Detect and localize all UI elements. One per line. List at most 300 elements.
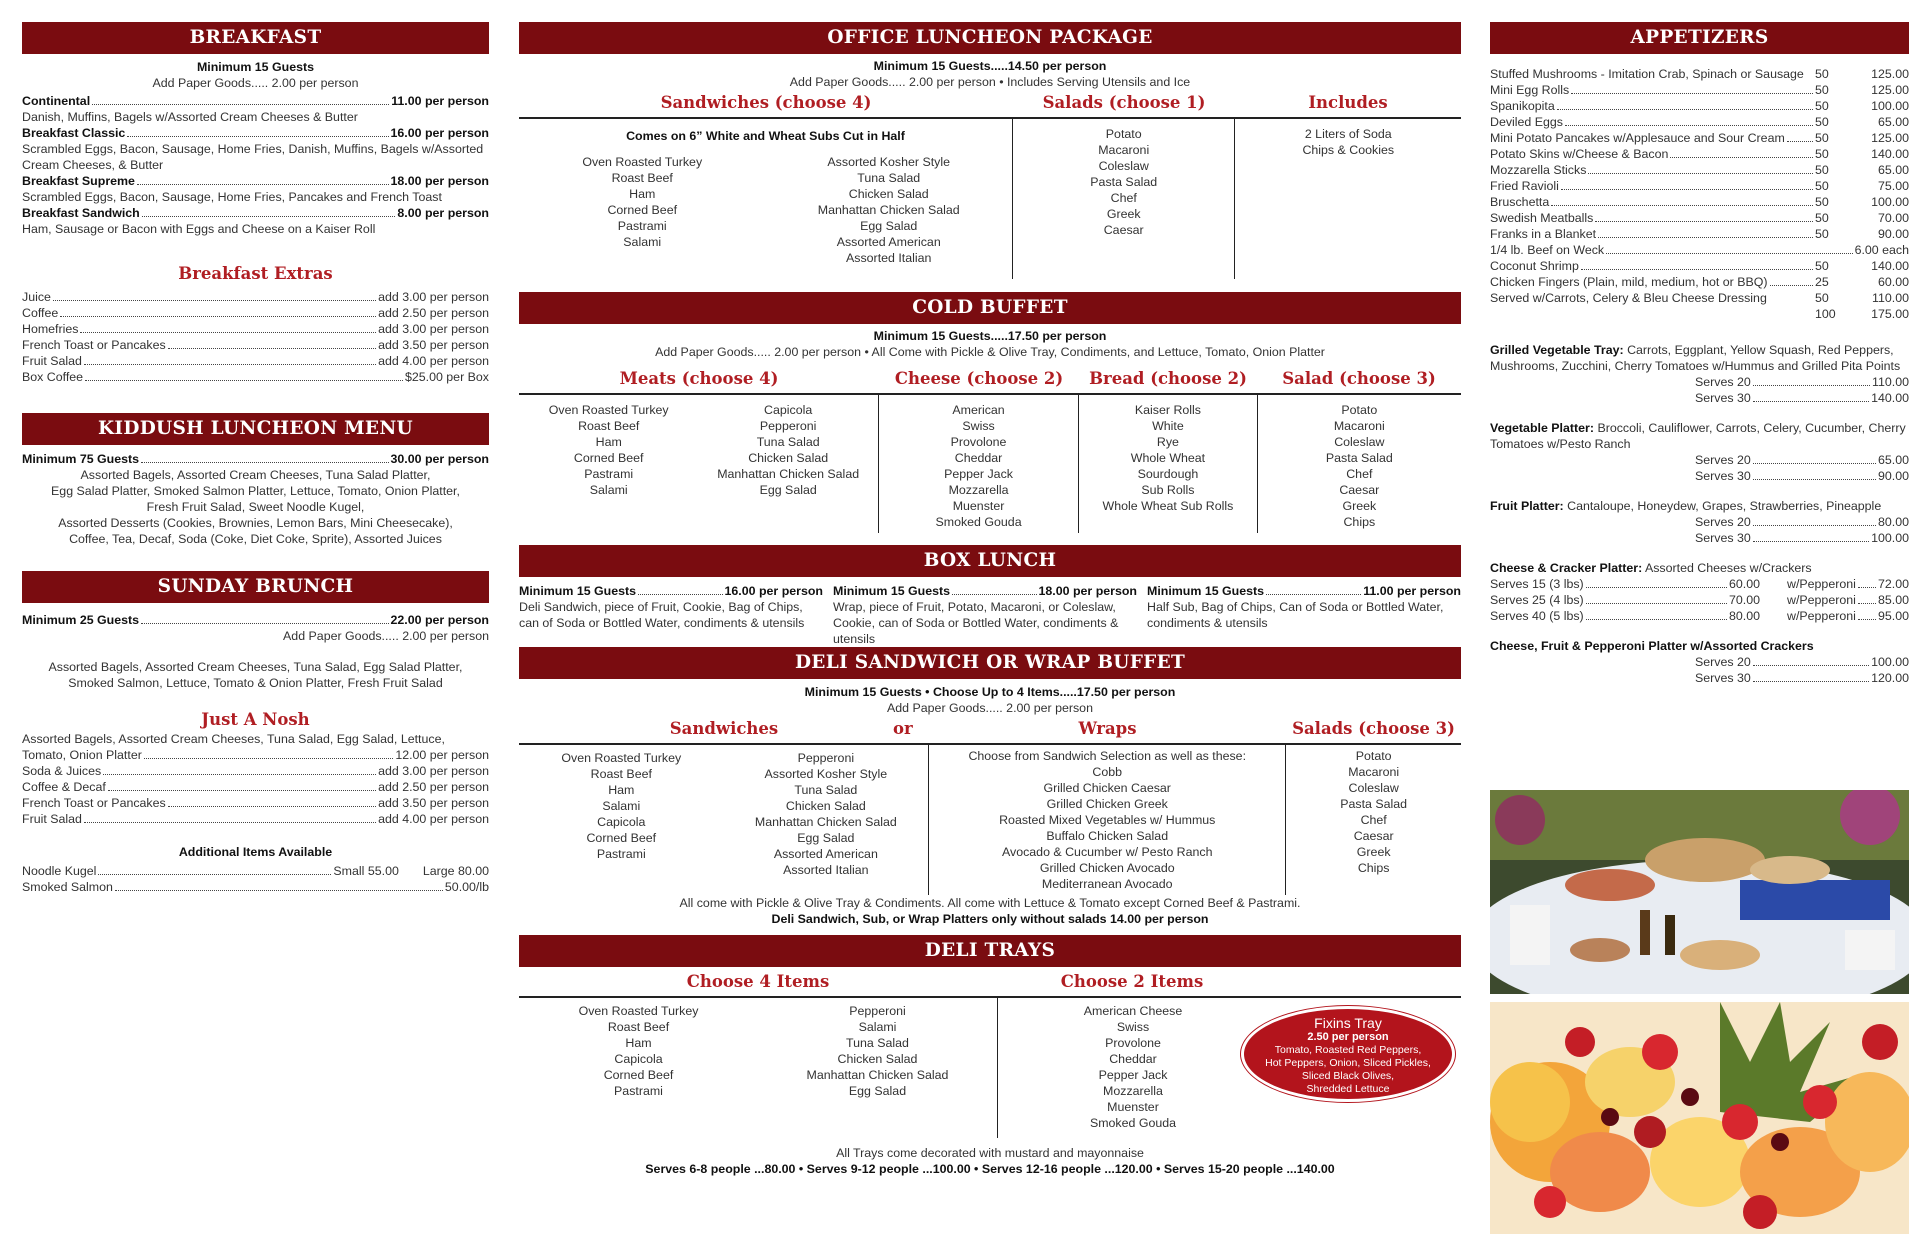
serves-label: Serves 20 (1695, 515, 1751, 529)
sandwich-item: Assorted American (773, 847, 878, 861)
appetizer-beef-on-weck-price: 6.00 each (1854, 243, 1909, 257)
appetizer-name: Mini Egg Rolls (1490, 83, 1570, 97)
right-column (1490, 22, 1909, 686)
nosh-first-line: Assorted Bagels, Assorted Cream Cheeses, Tuna Salad, Egg Salad, Lettuce, (22, 732, 445, 746)
salad-item: Greek (1106, 207, 1141, 221)
leader-dots (1606, 253, 1852, 254)
meat-item: Corned Beef (573, 451, 644, 465)
sandwich-item: Assorted American (836, 235, 941, 249)
platter-desc (1490, 420, 1909, 452)
kiddush-minimum-row (22, 451, 489, 467)
nosh-item (22, 763, 489, 779)
box-lunch-min-row (833, 583, 1137, 599)
extra-item (22, 305, 489, 321)
extra-item (22, 369, 489, 385)
serves-label: Serves 20 (1695, 375, 1751, 389)
cold-meat-list-1 (519, 402, 698, 533)
box-lunch-desc: Wrap, piece of Fruit, Potato, Macaroni, or Coleslaw, Cookie, can of Soda or Bottled Water, condiments & utensils (833, 600, 1119, 646)
cc-price: 80.00 (1728, 609, 1760, 623)
sandwich-item: Egg Salad (797, 831, 855, 845)
breakfast-item-desc: Scrambled Eggs, Bacon, Sausage, Home Fries, Pancakes and French Toast (22, 190, 442, 204)
serves-price: 110.00 (1872, 375, 1909, 389)
serves-label: Serves 30 (1695, 531, 1751, 545)
appetizer-name: Bruschetta (1490, 195, 1550, 209)
sandwich-item: Corned Beef (586, 831, 657, 845)
meat-item: Pepperoni (759, 419, 817, 433)
leader-dots (1565, 125, 1813, 126)
leader-dots (1753, 479, 1876, 480)
salad-item: Pasta Salad (1340, 797, 1408, 811)
cold-bread-heading: Bread (choose 2) (1089, 369, 1247, 388)
sandwich-item: Chicken Salad (848, 187, 929, 201)
box-lunch-header: BOX LUNCH (519, 545, 1461, 577)
cc-serves-label: Serves 25 (4 lbs) (1490, 593, 1584, 607)
deli-trays-header: DELI TRAYS (519, 935, 1461, 967)
cc-pep-price: 72.00 (1877, 577, 1909, 591)
cheese-item: Mozzarella (948, 483, 1009, 497)
meat-item: Oven Roasted Turkey (548, 403, 669, 417)
sandwich-item: Pepperoni (797, 751, 855, 765)
appetizer-name: Coconut Shrimp (1490, 259, 1579, 273)
sandwich-item: Roast Beef (590, 767, 652, 781)
box-lunch-min: Minimum 15 Guests (833, 584, 951, 598)
appetizer-item (1490, 226, 1909, 242)
salad-item: Potato (1355, 749, 1392, 763)
breakfast-extras-title: Breakfast Extras (178, 264, 333, 283)
nosh-item (22, 747, 489, 763)
box-lunch-min-row (519, 583, 823, 599)
deli-body (519, 745, 1461, 895)
cc-pepperoni (1787, 576, 1909, 592)
nosh-item-price: add 3.50 per person (378, 796, 489, 810)
extra-item (22, 353, 489, 369)
platter (1490, 498, 1909, 546)
sandwich-item: Salami (623, 235, 662, 249)
sandwich-item: Salami (602, 799, 641, 813)
extra-item (22, 321, 489, 337)
leader-dots (1598, 237, 1813, 238)
box-lunch-price: 18.00 per person (1038, 584, 1137, 598)
appetizer-item (1490, 274, 1909, 290)
appetizer-item (1490, 306, 1909, 322)
salad-item: Chips (1357, 861, 1390, 875)
box-lunch-option (519, 583, 833, 641)
nosh-list (22, 747, 489, 827)
fixins-price: 2.50 per person (1307, 1031, 1389, 1043)
sandwich-item: Corned Beef (607, 203, 678, 217)
sandwich-item: Chicken Salad (785, 799, 866, 813)
serves-price: 100.00 (1871, 655, 1909, 669)
platter-serves-row (1695, 468, 1909, 484)
leader-dots (1588, 173, 1813, 174)
brunch-minimum-row (22, 612, 489, 628)
box-lunch-desc: Half Sub, Bag of Chips, Can of Soda or Bottled Water, condiments & utensils (1147, 600, 1444, 630)
cheese-item: Smoked Gouda (935, 515, 1022, 529)
cheese-item: Swiss (962, 419, 995, 433)
cold-salad-list (1257, 395, 1461, 533)
wrap-item: Buffalo Chicken Salad (1046, 829, 1169, 843)
kugel-large: Large 80.00 (422, 864, 489, 878)
box-lunch-option (1147, 583, 1461, 641)
salad-item: Caesar (1103, 223, 1144, 237)
breakfast-item-price: 11.00 per person (391, 94, 489, 108)
tray-item: Salami (858, 1020, 897, 1034)
appetizer-price: 65.00 (1877, 163, 1909, 177)
cheese-fruit-pepperoni-platter (1490, 638, 1909, 686)
platter-serves-row (1695, 452, 1909, 468)
nosh-item-name: Fruit Salad (22, 812, 82, 826)
platter-serves-row (1695, 514, 1909, 530)
appetizer-qty: 50 (1815, 227, 1829, 241)
cheese-cracker-platter (1490, 560, 1909, 624)
tray-item: Pastrami (614, 1084, 663, 1098)
tray-item: Oven Roasted Turkey (578, 1004, 699, 1018)
appetizer-item (1490, 162, 1909, 178)
leader-dots (1586, 603, 1727, 604)
appetizer-name: Potato Skins w/Cheese & Bacon (1490, 147, 1669, 161)
kiddush-line: Assorted Bagels, Assorted Cream Cheeses, Tuna Salad Platter, (80, 468, 431, 482)
appetizer-price: 90.00 (1877, 227, 1909, 241)
deli-salads-heading: Salads (choose 3) (1292, 719, 1455, 738)
kiddush-description (22, 467, 489, 547)
middle-column (519, 22, 1461, 1177)
brunch-paper-goods: Add Paper Goods..... 2.00 per person (283, 629, 489, 643)
appetizer-price: 70.00 (1877, 211, 1909, 225)
office-sandwich-list-1 (519, 154, 765, 266)
leader-dots (84, 364, 376, 365)
appetizer-list (1490, 66, 1909, 258)
appetizer-name: Chicken Fingers (Plain, mild, medium, hot or BBQ) (1490, 275, 1768, 289)
extra-item-name: Fruit Salad (22, 354, 82, 368)
serves-price: 80.00 (1877, 515, 1909, 529)
leader-dots (1858, 587, 1876, 588)
deli-sandwich-list-1 (519, 750, 724, 895)
bread-item: Rye (1156, 435, 1179, 449)
meat-item: Tuna Salad (756, 435, 820, 449)
nosh-item-name: Soda & Juices (22, 764, 102, 778)
meat-item: Salami (589, 483, 628, 497)
office-sandwiches (519, 119, 1012, 279)
salad-item: Potato (1105, 127, 1142, 141)
breakfast-item-desc: Scrambled Eggs, Bacon, Sausage, Home Fries, Danish, Muffins, Bagels w/Assorted Cream Cheeses, & Butter (22, 142, 484, 172)
nosh-item-price: add 2.50 per person (378, 780, 489, 794)
cheese-cracker-row (1490, 592, 1909, 608)
include-item: Chips & Cookies (1302, 143, 1395, 157)
appetizer-name: Fried Ravioli (1490, 179, 1559, 193)
breakfast-item-name: Breakfast Sandwich (22, 206, 140, 220)
breakfast-item-price: 18.00 per person (390, 174, 489, 188)
salad-item: Coleslaw (1098, 159, 1149, 173)
leader-dots (84, 822, 376, 823)
cheese-item: Cheddar (954, 451, 1003, 465)
leader-dots (1595, 221, 1813, 222)
sandwich-item: Assorted Kosher Style (827, 155, 951, 169)
cheese-item: Pepper Jack (944, 467, 1013, 481)
extra-item-price: add 3.00 per person (378, 290, 489, 304)
platter-serves-row (1695, 530, 1909, 546)
wrap-item: Avocado & Cucumber w/ Pesto Ranch (1001, 845, 1213, 859)
tray-item: Cheddar (1109, 1052, 1157, 1066)
brunch-description (22, 659, 489, 691)
deli-note-2: Deli Sandwich, Sub, or Wrap Platters only without salads 14.00 per person (771, 912, 1209, 926)
appetizer-price: 175.00 (1871, 307, 1909, 321)
sandwich-item: Manhattan Chicken Salad (817, 203, 960, 217)
cold-body (519, 395, 1461, 533)
appetizer-beef-on-weck (1490, 242, 1909, 258)
deli-headings: Sandwiches or Wraps Salads (choose 3) (519, 718, 1461, 740)
deli-minimum: Minimum 15 Guests • Choose Up to 4 Items.....17.50 per person (804, 685, 1176, 699)
fixins-tray-badge (1241, 1006, 1455, 1102)
leader-dots (952, 594, 1036, 595)
platter-desc (1490, 560, 1909, 576)
cold-headings (519, 368, 1461, 390)
breakfast-item (22, 173, 489, 189)
platter-label: Vegetable Platter: (1490, 421, 1594, 435)
tray-item: Chicken Salad (837, 1052, 918, 1066)
kiddush-price: 30.00 per person (390, 452, 489, 466)
serves-label: Serves 30 (1695, 391, 1751, 405)
sandwich-item: Manhattan Chicken Salad (754, 815, 897, 829)
cc-serves (1490, 576, 1760, 592)
sandwich-item: Assorted Italian (783, 863, 869, 877)
salad-item: Pasta Salad (1090, 175, 1158, 189)
wrap-item: Roasted Mixed Vegetables w/ Hummus (999, 813, 1216, 827)
platter-label: Cheese & Cracker Platter: (1490, 561, 1643, 575)
appetizer-qty: 50 (1815, 147, 1829, 161)
box-lunch-price: 16.00 per person (724, 584, 823, 598)
extra-item (22, 289, 489, 305)
salmon-name: Smoked Salmon (22, 880, 113, 894)
tray-item: Tuna Salad (846, 1036, 909, 1050)
salad-item: Macaroni (1348, 765, 1400, 779)
office-sandwich-list-2 (765, 154, 1011, 266)
platters (1490, 342, 1909, 686)
appetizer-qty: 50 (1815, 179, 1829, 193)
cold-buffet-header: COLD BUFFET (519, 292, 1461, 324)
appetizer-beef-on-weck-name: 1/4 lb. Beef on Weck (1490, 243, 1605, 257)
leader-dots (1753, 541, 1869, 542)
platter (1490, 342, 1909, 406)
extra-item (22, 337, 489, 353)
meat-item: Egg Salad (759, 483, 817, 497)
serves-label: Serves 20 (1695, 453, 1751, 467)
office-salad-list (1012, 119, 1235, 279)
platter-items: Broccoli, Cauliflower, Carrots, Celery, Cucumber, Cherry Tomatoes w/Pesto Ranch (1490, 421, 1906, 451)
appetizer-price: 75.00 (1877, 179, 1909, 193)
salad-item: Chef (1346, 467, 1373, 481)
meat-item: Ham (595, 435, 622, 449)
cc-pep-price: 85.00 (1877, 593, 1909, 607)
cold-cheese-heading: Cheese (choose 2) (894, 369, 1064, 388)
salmon-price: 50.00/lb (444, 880, 489, 894)
platter-label: Fruit Platter: (1490, 499, 1564, 513)
appetizer-item (1490, 98, 1909, 114)
appetizer-qty: 50 (1815, 83, 1829, 97)
salad-item: Chef (1110, 191, 1137, 205)
trays-choose-2-heading: Choose 2 Items (1060, 972, 1204, 991)
deli-salad-list (1285, 745, 1461, 895)
leader-dots (53, 300, 376, 301)
serves-price: 65.00 (1877, 453, 1909, 467)
leader-dots (1586, 619, 1727, 620)
sandwich-item: Roast Beef (611, 171, 673, 185)
bread-item: Sub Rolls (1141, 483, 1195, 497)
box-lunch-min: Minimum 15 Guests (519, 584, 637, 598)
serves-price: 140.00 (1871, 391, 1909, 405)
appetizer-price: 125.00 (1871, 83, 1909, 97)
appetizer-item (1490, 290, 1909, 306)
kugel-small: Small 55.00 (333, 864, 399, 878)
deli-note-1: All come with Pickle & Olive Tray & Condiments. All come with Lettuce & Tomato except Corned Beef & Pastrami. (679, 896, 1301, 910)
cc-pep-label: w/Pepperoni (1787, 609, 1856, 623)
tray-item: American Cheese (1083, 1004, 1183, 1018)
leader-dots (1753, 681, 1869, 682)
deli-wraps-heading: Wraps (1078, 719, 1137, 738)
cold-meat-list-2 (698, 402, 877, 533)
nosh-item-price: add 4.00 per person (378, 812, 489, 826)
appetizer-list-2 (1490, 258, 1909, 322)
tray-item: Swiss (1116, 1020, 1150, 1034)
trays-serves: Serves 6-8 people ...80.00 • Serves 9-12 people ...100.00 • Serves 12-16 people ...120.00 • Serves 15-20 people ...140.00 (645, 1162, 1335, 1176)
leader-dots (103, 774, 376, 775)
sandwich-item: Ham (629, 187, 656, 201)
leader-dots (1753, 385, 1870, 386)
sandwich-item: Assorted Kosher Style (764, 767, 888, 781)
cc-serves-label: Serves 40 (5 lbs) (1490, 609, 1584, 623)
meat-item: Capicola (764, 403, 813, 417)
cheese-item: Provolone (950, 435, 1007, 449)
tray-item: Ham (625, 1036, 652, 1050)
appetizer-price: 100.00 (1871, 99, 1909, 113)
sandwich-item: Ham (608, 783, 635, 797)
salad-item: Macaroni (1098, 143, 1150, 157)
extra-item-name: Juice (22, 290, 51, 304)
extra-item-price: add 4.00 per person (378, 354, 489, 368)
tray-item: Smoked Gouda (1089, 1116, 1177, 1130)
left-column (22, 22, 489, 895)
brunch-minimum: Minimum 25 Guests (22, 613, 140, 627)
appetizer-item (1490, 66, 1909, 82)
leader-dots (168, 348, 376, 349)
appetizer-price: 100.00 (1871, 195, 1909, 209)
appetizer-name: Franks in a Blanket (1490, 227, 1597, 241)
wrap-item: Choose from Sandwich Selection as well as these: (968, 749, 1247, 763)
appetizer-qty: 25 (1815, 275, 1829, 289)
leader-dots (1581, 269, 1813, 270)
leader-dots (638, 594, 722, 595)
leader-dots (1557, 109, 1813, 110)
tray-item: Provolone (1105, 1036, 1161, 1050)
cheese-cracker-row (1490, 576, 1909, 592)
breakfast-item-price: 8.00 per person (397, 206, 489, 220)
nosh-item (22, 811, 489, 827)
leader-dots (1753, 665, 1869, 666)
trays-note: All Trays come decorated with mustard and mayonnaise (836, 1146, 1144, 1160)
leader-dots (92, 104, 389, 105)
leader-dots (1858, 603, 1876, 604)
kiddush-line: Coffee, Tea, Decaf, Soda (Coke, Diet Coke, Sprite), Assorted Juices (69, 532, 442, 546)
sandwich-item: Tuna Salad (857, 171, 921, 185)
tray-item: Capicola (614, 1052, 663, 1066)
kiddush-header: KIDDUSH LUNCHEON MENU (22, 413, 489, 445)
platter-serves-row (1695, 390, 1909, 406)
nosh-item (22, 795, 489, 811)
wrap-item: Grilled Chicken Greek (1046, 797, 1168, 811)
cc-price: 60.00 (1728, 577, 1760, 591)
leader-dots (1551, 205, 1813, 206)
leader-dots (80, 332, 376, 333)
deli-sandwich-list-2 (724, 750, 929, 895)
office-minimum: Minimum 15 Guests.....14.50 per person (873, 59, 1107, 73)
leader-dots (1561, 189, 1813, 190)
cc-pep-label: w/Pepperoni (1787, 577, 1856, 591)
leader-dots (1266, 594, 1361, 595)
cheese-cracker-row (1490, 608, 1909, 624)
tray-item: Roast Beef (607, 1020, 670, 1034)
appetizer-name: Deviled Eggs (1490, 115, 1564, 129)
salad-item: Caesar (1353, 829, 1394, 843)
nosh-item-price: add 3.00 per person (378, 764, 489, 778)
breakfast-paper-goods: Add Paper Goods..... 2.00 per person (152, 76, 359, 90)
salad-item: Caesar (1339, 483, 1380, 497)
appetizer-name: Mozzarella Sticks (1490, 163, 1587, 177)
sandwich-item: Capicola (597, 815, 646, 829)
additional-items-title: Additional Items Available (178, 845, 333, 859)
sandwich-item: Egg Salad (860, 219, 918, 233)
tray-item: Pepperoni (849, 1004, 906, 1018)
breakfast-extras-list (22, 289, 489, 385)
serves-price: 100.00 (1871, 531, 1909, 545)
sandwich-item: Tuna Salad (794, 783, 858, 797)
cold-salad-heading: Salad (choose 3) (1282, 369, 1436, 388)
cc-serves-label: Serves 15 (3 lbs) (1490, 577, 1584, 591)
salad-item: Pasta Salad (1325, 451, 1393, 465)
sandwich-item: Pastrami (596, 847, 646, 861)
leader-dots (1753, 463, 1876, 464)
meat-item: Roast Beef (578, 419, 640, 433)
just-a-nosh-title: Just A Nosh (201, 710, 310, 729)
appetizer-item (1490, 146, 1909, 162)
cc-pepperoni (1787, 592, 1909, 608)
breakfast-item-name: Continental (22, 94, 91, 108)
salad-item: Greek (1356, 845, 1391, 859)
office-headings (519, 92, 1461, 114)
office-body (519, 119, 1461, 279)
extra-item-price: $25.00 per Box (404, 370, 489, 384)
trays-body (519, 998, 1461, 1138)
appetizer-item (1490, 178, 1909, 194)
appetizer-qty: 50 (1815, 259, 1829, 273)
leader-dots (144, 758, 393, 759)
box-lunch-price: 11.00 per person (1363, 584, 1461, 598)
kiddush-line: Egg Salad Platter, Smoked Salmon Platter, Lettuce, Tomato, Onion Platter, (51, 484, 460, 498)
appetizer-name: Stuffed Mushrooms - Imitation Crab, Spinach or Sausage (1490, 67, 1804, 81)
office-paper-goods: Add Paper Goods..... 2.00 per person • Includes Serving Utensils and Ice (789, 75, 1191, 89)
nosh-item-name: Tomato, Onion Platter (22, 748, 142, 762)
appetizer-name: Mini Potato Pancakes w/Applesauce and Sour Cream (1490, 131, 1785, 145)
office-subs-note: Comes on 6” White and Wheat Subs Cut in Half (626, 129, 905, 143)
tray-item: Egg Salad (848, 1084, 907, 1098)
platter-label: Grilled Vegetable Tray: (1490, 343, 1624, 357)
fixins-line: Sliced Black Olives, (1301, 1070, 1395, 1082)
breakfast-header: BREAKFAST (22, 22, 489, 54)
appetizer-qty: 50 (1815, 211, 1829, 225)
leader-dots (1753, 401, 1869, 402)
brunch-price: 22.00 per person (390, 613, 489, 627)
breakfast-item-name: Breakfast Supreme (22, 174, 135, 188)
sandwich-item: Pastrami (617, 219, 667, 233)
sandwich-item: Oven Roasted Turkey (561, 751, 682, 765)
